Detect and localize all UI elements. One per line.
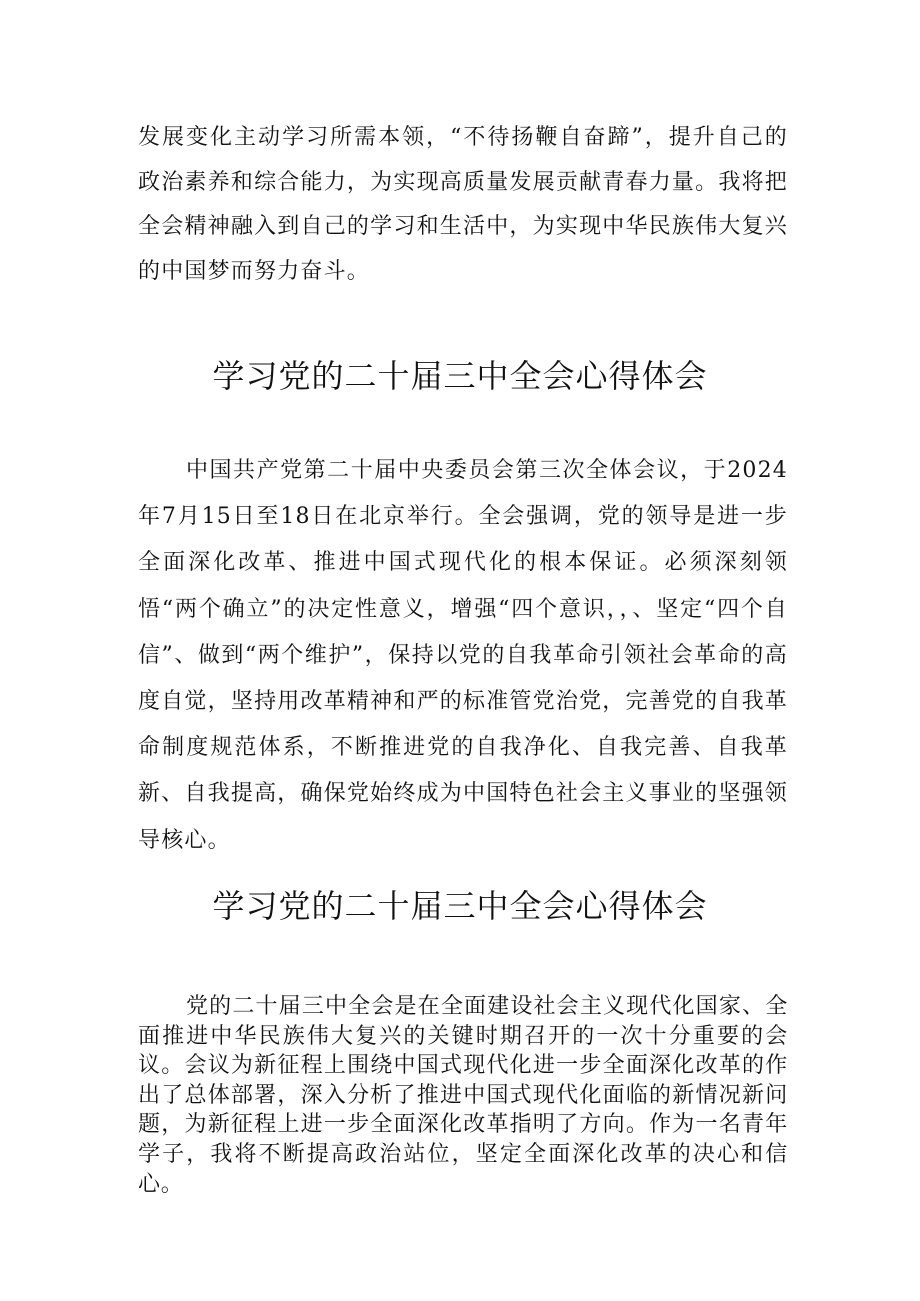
intro-paragraph: 发展变化主动学习所需本领，“不待扬鞭自奋蹄”，提升自己的政治素养和综合能力，为实现高质量发展贡献青春力量。我将把全会精神融入到自己的学习和生活中，为实现中华民族伟大复兴的中国梦而努力奋斗。 [138, 125, 788, 284]
section-2-body: 党的二十届三中全会是在全面建设社会主义现代化国家、全面推进中华民族伟大复兴的关键时期召开的一次十分重要的会议。会议为新征程上围绕中国式现代化进一步全面深化改革的作出了总体部署，深入分析了推进中国式现代化面临的新情况新问题，为新征程上进一步全面深化改革指明了方向。作为一名青年学子，我将不断提高政治站位，坚定全面深化改革的决心和信心。 [138, 994, 788, 1197]
section-1-body: 中国共产党第二十届中央委员会第三次全体会议，于2024年7月15日至18日在北京举行。全会强调，党的领导是进一步全面深化改革、推进中国式现代化的根本保证。必须深刻领悟“两个确立”的决定性意义，增强“四个意识，，、坚定“四个自信”、做到“两个维护”，保持以党的自我革命引领社会革命的高度自觉，坚持用改革精神和严的标准管党治党，完善党的自我革命制度规范体系，不断推进党的自我净化、自我完善、自我革新、自我提高，确保党始终成为中国特色社会主义事业的坚强领导核心。 [138, 458, 788, 853]
section-1-title: 学习党的二十届三中全会心得体会 [212, 357, 708, 395]
section-2-title: 学习党的二十届三中全会心得体会 [212, 887, 708, 925]
